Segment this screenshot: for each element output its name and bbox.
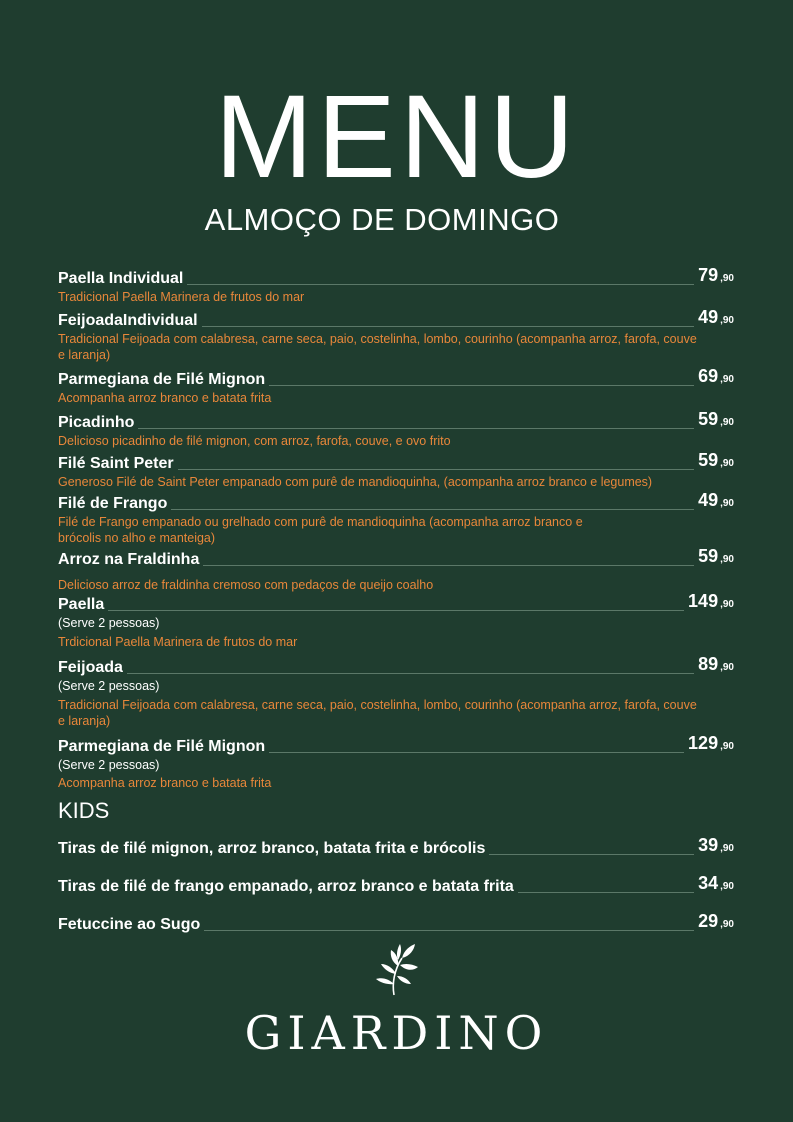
dotted-leader xyxy=(489,854,694,855)
item-price: 49 ,90 xyxy=(698,490,734,510)
item-name: Fetuccine ao Sugo xyxy=(58,916,201,933)
item-price: 49 ,90 xyxy=(698,307,734,327)
page-title: MENU xyxy=(214,71,579,203)
menu-item-arroz-na-fraldinha xyxy=(58,546,734,593)
menu-item-feijoada-individual xyxy=(58,307,734,363)
dotted-leader xyxy=(178,469,694,470)
item-price: 59 ,90 xyxy=(698,450,734,470)
item-price: 34 ,90 xyxy=(698,873,734,893)
item-price: 129 ,90 xyxy=(688,733,734,753)
item-name: Filé de Frango xyxy=(58,495,168,512)
menu-item-paella xyxy=(58,591,734,650)
item-serves: (Serve 2 pessoas) xyxy=(58,758,160,772)
item-price: 149 ,90 xyxy=(688,591,734,611)
item-price: 39 ,90 xyxy=(698,835,734,855)
item-name: Paella xyxy=(58,596,105,613)
item-description: Tradicional Feijoada com calabresa, carne seca, paio, costelinha, lombo, courinho (acompanha arroz, farofa, couve e laranja) xyxy=(58,698,697,728)
dotted-leader xyxy=(269,752,684,753)
menu-item-parmegiana-2 xyxy=(58,733,734,791)
brand-logo-text: GIARDINO xyxy=(244,1006,549,1060)
dotted-leader xyxy=(269,385,694,386)
menu-item-file-saint-peter xyxy=(58,450,734,490)
item-description: Generoso Filé de Saint Peter empanado com purê de mandioquinha, (acompanha arroz branco e legumes) xyxy=(58,475,653,489)
menu-item-picadinho xyxy=(58,409,734,449)
item-price: 79 ,90 xyxy=(698,265,734,285)
item-name: Arroz na Fraldinha xyxy=(58,551,200,568)
item-name: FeijoadaIndividual xyxy=(58,312,198,329)
menu-item-file-de-frango xyxy=(58,490,734,546)
item-description: Delicioso picadinho de filé mignon, com arroz, farofa, couve, e ovo frito xyxy=(58,434,451,448)
kids-item-tiras-file-frango xyxy=(58,873,734,896)
item-price: 29 ,90 xyxy=(698,911,734,931)
item-name: Paella Individual xyxy=(58,270,184,287)
item-name: Tiras de filé mignon, arroz branco, batata frita e brócolis xyxy=(58,840,486,857)
dotted-leader xyxy=(171,509,694,510)
item-description: Filé de Frango empanado ou grelhado com purê de mandioquinha (acompanha arroz branco e brócolis no alho e manteiga) xyxy=(58,515,583,545)
dotted-leader xyxy=(202,326,694,327)
item-name: Parmegiana de Filé Mignon xyxy=(58,738,266,755)
item-description: Tradicional Paella Marinera de frutos do mar xyxy=(58,290,305,304)
kids-item-tiras-file-mignon xyxy=(58,835,734,858)
dotted-leader xyxy=(108,610,684,611)
dotted-leader xyxy=(203,565,694,566)
kids-item-fetuccine xyxy=(58,911,734,934)
item-name: Picadinho xyxy=(58,414,135,431)
dotted-leader xyxy=(204,930,694,931)
item-description: Tradicional Feijoada com calabresa, carne seca, paio, costelinha, lombo, courinho (acompanha arroz, farofa, couve e laranja) xyxy=(58,332,697,362)
item-name: Tiras de filé de frango empanado, arroz branco e batata frita xyxy=(58,878,514,895)
menu-item-paella-individual xyxy=(58,265,734,305)
item-description: Acompanha arroz branco e batata frita xyxy=(58,776,272,790)
item-price: 59 ,90 xyxy=(698,546,734,566)
leaf-branch-icon xyxy=(368,940,422,996)
item-description: Trdicional Paella Marinera de frutos do mar xyxy=(58,635,298,649)
menu-item-feijoada xyxy=(58,654,734,729)
dotted-leader xyxy=(127,673,694,674)
item-name: Parmegiana de Filé Mignon xyxy=(58,371,266,388)
dotted-leader xyxy=(518,892,694,893)
menu-item-parmegiana xyxy=(58,366,734,406)
item-name: Filé Saint Peter xyxy=(58,455,174,472)
item-description: Delicioso arroz de fraldinha cremoso com pedaços de queijo coalho xyxy=(58,578,434,592)
item-serves: (Serve 2 pessoas) xyxy=(58,616,160,630)
item-price: 69 ,90 xyxy=(698,366,734,386)
page-subtitle: ALMOÇO DE DOMINGO xyxy=(204,202,560,237)
item-price: 59 ,90 xyxy=(698,409,734,429)
dotted-leader xyxy=(138,428,694,429)
dotted-leader xyxy=(187,284,694,285)
kids-heading: KIDS xyxy=(58,798,110,823)
item-description: Acompanha arroz branco e batata frita xyxy=(58,391,272,405)
item-name: Feijoada xyxy=(58,659,123,676)
item-serves: (Serve 2 pessoas) xyxy=(58,679,160,693)
item-price: 89 ,90 xyxy=(698,654,734,674)
